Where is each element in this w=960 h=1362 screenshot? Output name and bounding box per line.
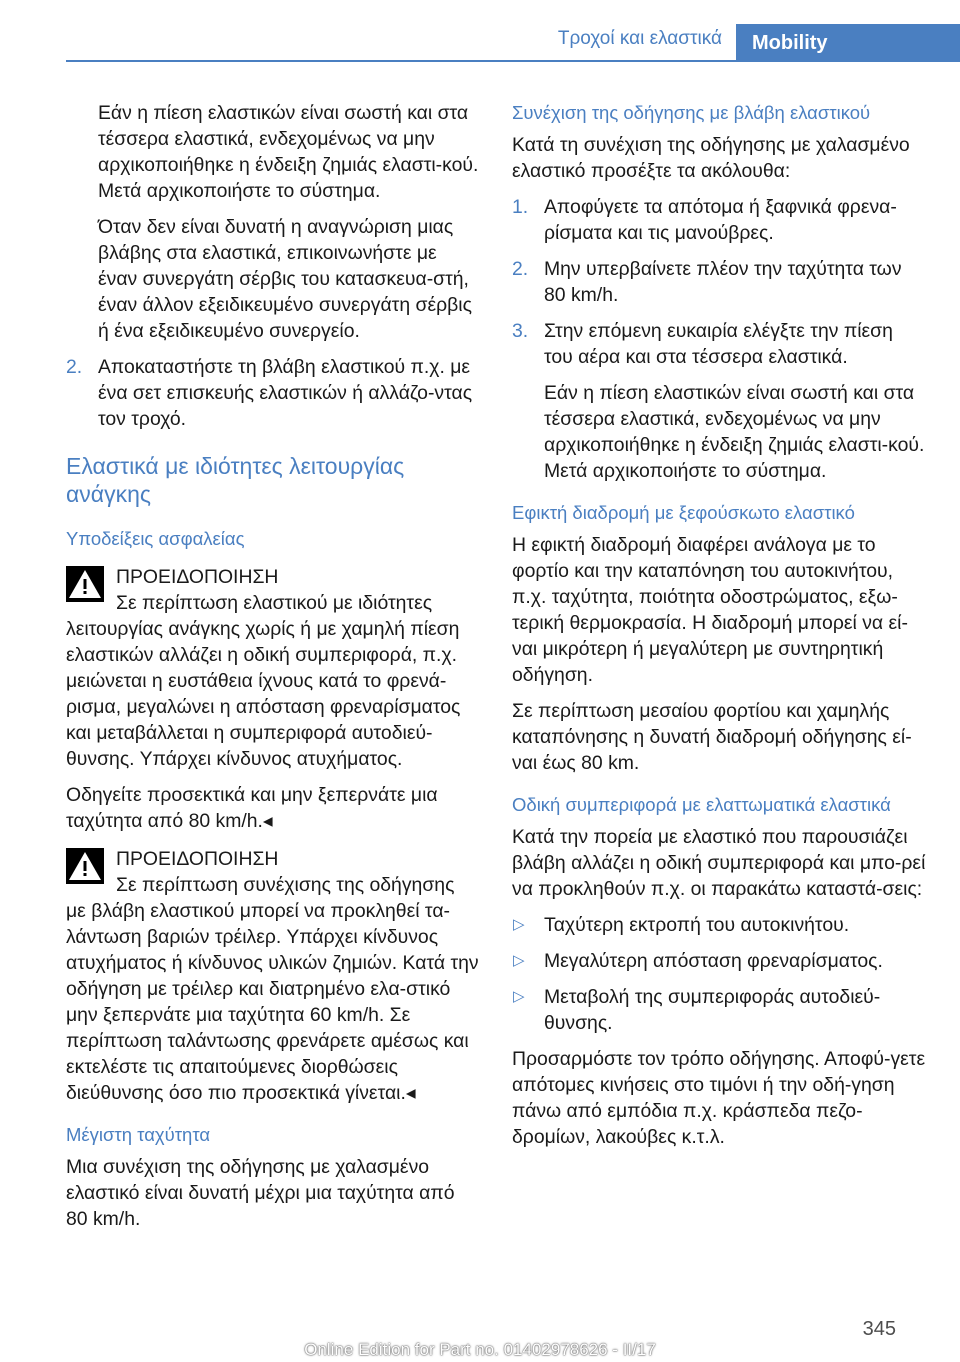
bullet-item [512, 948, 926, 974]
list-number: 2. [512, 258, 529, 280]
list-item-text: Αποφύγετε τα απότομα ή ξαφνικά φρενα‐ρίσματα και τις μανούβρες. [544, 196, 897, 244]
bullet-text: Μεγαλύτερη απόσταση φρεναρίσματος. [544, 950, 883, 972]
paragraph: Κατά την πορεία με ελαστικό που παρουσιάζει βλάβη αλλάζει η οδική συμπεριφορά και μπο‐ρεί να προκληθούν π.χ. οι παρακάτω καταστά‐σεις: [512, 826, 926, 900]
paragraph: Σε περίπτωση μεσαίου φορτίου και χαμηλής καταπόνησης η δυνατή διαδρομή οδήγησης εί‐ναι έως 80 km. [512, 700, 912, 774]
paragraph: Εάν η πίεση ελαστικών είναι σωστή και στα τέσσερα ελαστικά, ενδεχομένως να μην αρχικοποιήθηκε η ένδειξη ζημιάς ελαστι‐κού. Μετά αρχικοποιήστε το σύστημα. [544, 382, 925, 482]
bullet-text: Ταχύτερη εκτροπή του αυτοκινήτου. [544, 914, 850, 936]
list-item [512, 194, 926, 246]
list-number: 1. [512, 196, 529, 218]
page-number: 345 [862, 1318, 896, 1340]
warning-icon [66, 566, 104, 602]
section-heading: Ελαστικά με ιδιότητες λειτουργίας ανάγκης [66, 453, 405, 507]
warning-text: Σε περίπτωση ελαστικού με ιδιότητες [116, 592, 433, 614]
page-header [66, 24, 960, 62]
list-item [66, 354, 480, 432]
list-item [512, 256, 926, 308]
subsection-heading: Συνέχιση της οδήγησης με βλάβη ελαστικού [512, 102, 871, 123]
header-section-title: Τροχοί και ελαστικά [557, 28, 722, 49]
header-chapter-tab: Mobility [736, 24, 960, 62]
list-item-text: Μην υπερβαίνετε πλέον την ταχύτητα των 80 km/h. [544, 258, 902, 306]
subsection-heading: Υποδείξεις ασφαλείας [66, 528, 245, 549]
triangle-bullet-icon: ▷ [513, 988, 525, 1005]
subsection-heading: Εφικτή διαδρομή με ξεφούσκωτο ελαστικό [512, 502, 855, 523]
bullet-item [512, 912, 926, 938]
warning-text: Σε περίπτωση συνέχισης της οδήγησης [116, 874, 455, 896]
list-number: 3. [512, 320, 529, 342]
warning-text: Οδηγείτε προσεκτικά και μην ξεπερνάτε μια ταχύτητα από 80 km/h.◂ [66, 784, 438, 832]
warning-block [66, 846, 480, 1106]
paragraph: Η εφικτή διαδρομή διαφέρει ανάλογα με το φορτίο και την καταπόνηση του αυτοκινήτου, π.χ. ταχύτητα, ποιότητα οδοστρώματος, εξω‐τερική θερμοκρασία. Η διαδρομή μπορεί να εί‐ναι μικρότερη ή μεγαλύτερη με συντηρητική οδήγηση. [512, 534, 908, 686]
paragraph: Προσαρμόστε τον τρόπο οδήγησης. Αποφύ‐γετε απότομες κινήσεις στο τιμόνι ή την οδή‐γηση πάνω από εμπόδια π.χ. κράσπεδα πεζο‐δρομίων, λακούβες κ.τ.λ. [512, 1048, 926, 1148]
list-number: 2. [66, 356, 83, 378]
list-item-text: Αποκαταστήστε τη βλάβη ελαστικού π.χ. με ένα σετ επισκευής ελαστικών ή αλλάζο‐ντας τον τροχό. [98, 356, 473, 430]
subsection-heading: Μέγιστη ταχύτητα [66, 1124, 211, 1145]
warning-text: με βλάβη ελαστικού μπορεί να προκληθεί τα‐λάντωση βαριών τρέιλερ. Υπάρχει κίνδυνος ατυχήματος ή κίνδυνος υλικών ζημιών. Κατά την οδήγηση με τρέιλερ και διατρημένο ελα‐στικό μην ξεπερνάτε μια ταχύτητα 60 km/h. Σε περίπτωση ταλάντωσης φρενάρετε αμέσως και εκτελέστε τις απαιτούμενες διορθώσεις διεύθυνσης όσο πιο προσεκτικά γίνεται.◂ [66, 900, 479, 1104]
header-rule [66, 60, 960, 62]
left-column [66, 100, 480, 1242]
paragraph: Κατά τη συνέχιση της οδήγησης με χαλασμένο ελαστικό προσέξτε τα ακόλουθα: [512, 134, 910, 182]
list-item-text: Στην επόμενη ευκαιρία ελέγξτε την πίεση του αέρα και στα τέσσερα ελαστικά. [544, 320, 893, 368]
triangle-bullet-icon: ▷ [513, 952, 525, 969]
edition-footer: Online Edition for Part no. 01402978626 - II/17 [304, 1340, 656, 1359]
warning-text: λειτουργίας ανάγκης χωρίς ή με χαμηλή πίεση ελαστικών αλλάζει η οδική συμπεριφορά, π.χ. μειώνεται η ευστάθεια ίχνους κατά το φρενά‐ρισμα, μεγαλώνει η απόσταση φρεναρίσματος και μεταβάλλεται η συμπεριφορά αυτοδιεύ‐θυνσης. Υπάρχει κίνδυνος ατυχήματος. [66, 618, 461, 770]
warning-title: ΠΡΟΕΙΔΟΠΟΙΗΣΗ [116, 566, 279, 588]
paragraph: Μια συνέχιση της οδήγησης με χαλασμένο ελαστικό είναι δυνατή μέχρι μια ταχύτητα από 80 km/h. [66, 1156, 455, 1230]
warning-title: ΠΡΟΕΙΔΟΠΟΙΗΣΗ [116, 848, 279, 870]
right-column [512, 100, 926, 1160]
paragraph: Όταν δεν είναι δυνατή η αναγνώριση μιας βλάβης στα ελαστικά, επικοινωνήστε με έναν συνεργάτη σέρβις του κατασκευα‐στή, έναν άλλον εξειδικευμένο συνεργάτη σέρβις ή ένα εξειδικευμένο συνεργείο. [98, 216, 472, 342]
list-item [512, 318, 926, 370]
triangle-bullet-icon: ▷ [513, 916, 525, 933]
warning-block [66, 564, 480, 834]
subsection-heading: Οδική συμπεριφορά με ελαττωματικά ελαστικά [512, 794, 891, 815]
warning-icon [66, 848, 104, 884]
paragraph: Εάν η πίεση ελαστικών είναι σωστή και στα τέσσερα ελαστικά, ενδεχομένως να μην αρχικοποιήθηκε η ένδειξη ζημιάς ελαστι‐κού. Μετά αρχικοποιήστε το σύστημα. [98, 102, 479, 202]
bullet-item [512, 984, 926, 1036]
bullet-text: Μεταβολή της συμπεριφοράς αυτοδιεύ‐θυνσης. [544, 986, 881, 1034]
